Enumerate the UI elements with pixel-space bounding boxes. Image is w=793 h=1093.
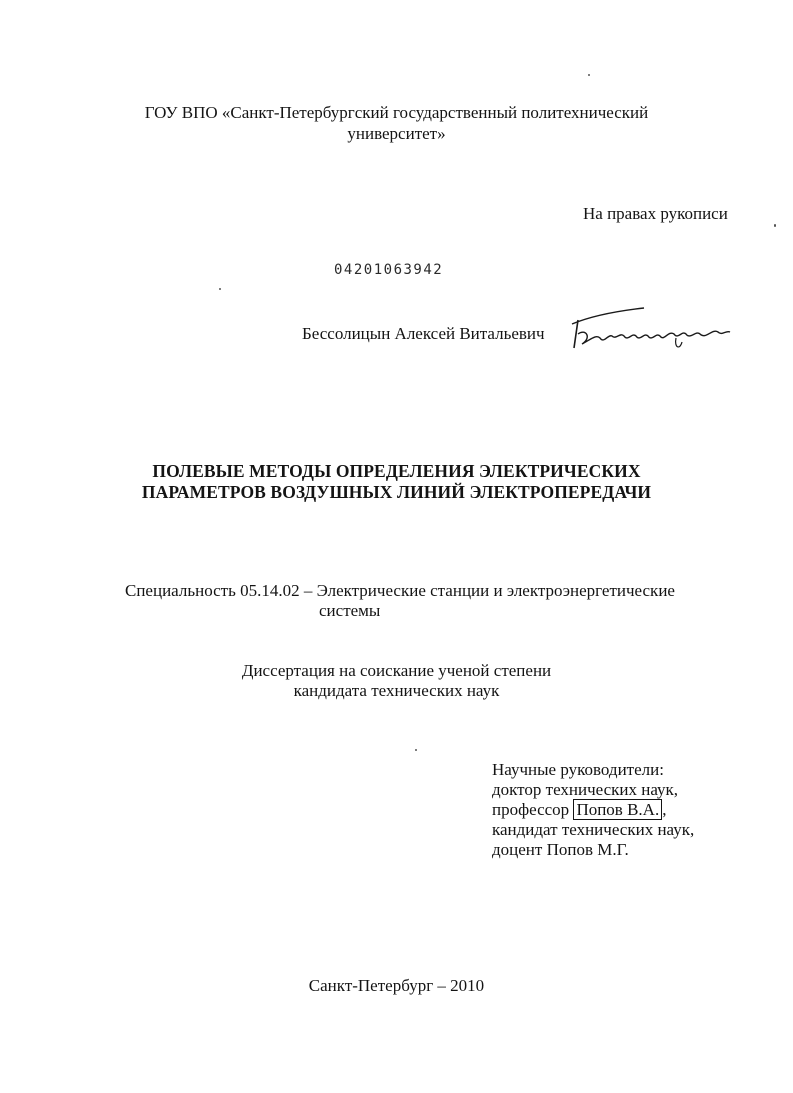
supervisor-1-degree: доктор технических наук, bbox=[492, 780, 679, 799]
supervisors-heading: Научные руководители: bbox=[492, 760, 664, 779]
supervisor-1-title: профессор bbox=[492, 800, 570, 819]
degree-line-1: Диссертация на соискание ученой степени bbox=[241, 661, 552, 680]
dissertation-title-line-1: ПОЛЕВЫЕ МЕТОДЫ ОПРЕДЕЛЕНИЯ ЭЛЕКТРИЧЕСКИХ bbox=[152, 461, 641, 481]
scan-speck bbox=[219, 288, 221, 290]
author-name: Бессолицын Алексей Витальевич bbox=[302, 324, 545, 343]
scan-speck bbox=[774, 224, 776, 227]
author-signature bbox=[566, 304, 736, 354]
scan-speck bbox=[588, 74, 590, 76]
institution-line-2: университет» bbox=[347, 124, 446, 143]
dissertation-title-line-2: ПАРАМЕТРОВ ВОЗДУШНЫХ ЛИНИЙ ЭЛЕКТРОПЕРЕДАЧИ bbox=[141, 482, 652, 502]
scan-speck bbox=[415, 749, 417, 751]
registration-number: 04201063942 bbox=[334, 262, 444, 278]
supervisor-2-degree: кандидат технических наук, bbox=[492, 820, 695, 839]
supervisor-2-title-name: доцент Попов М.Г. bbox=[492, 840, 629, 859]
specialty-line-1: Специальность 05.14.02 – Электрические станции и электроэнергетические bbox=[125, 581, 675, 600]
manuscript-note: На правах рукописи bbox=[583, 204, 728, 223]
institution-line-1: ГОУ ВПО «Санкт-Петербургский государственный политехнический bbox=[144, 103, 649, 122]
city-year: Санкт-Петербург – 2010 bbox=[308, 976, 485, 995]
degree-line-2: кандидата технических наук bbox=[293, 681, 500, 700]
specialty-line-2: системы bbox=[319, 601, 381, 620]
supervisor-1-line bbox=[492, 800, 666, 820]
supervisor-1-name: Попов В.А. bbox=[573, 799, 662, 820]
supervisor-1-suffix: , bbox=[662, 800, 667, 819]
